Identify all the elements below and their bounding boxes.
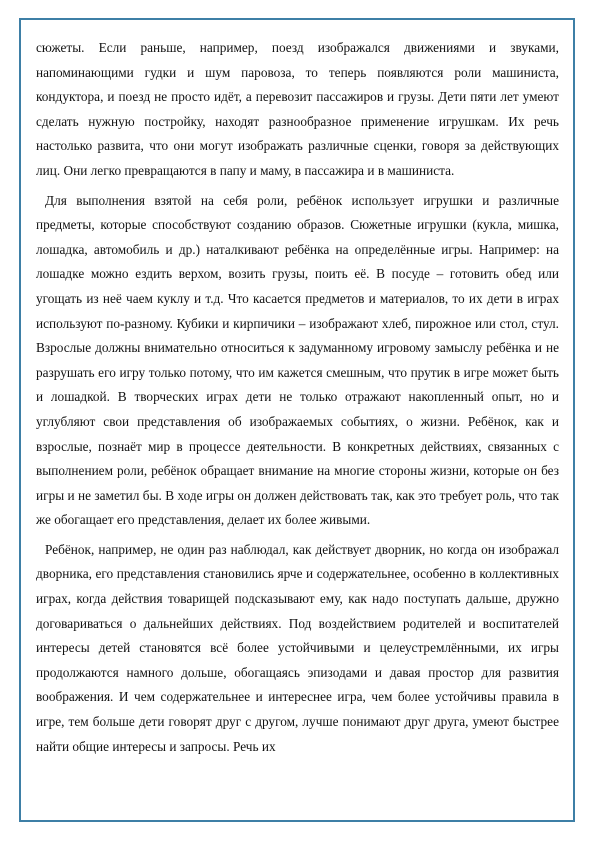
paragraph-1: сюжеты. Если раньше, например, поезд изображался движениями и звуками, напоминающими гудки и шум паровоза, то теперь появляются роли машиниста, кондуктора, и поезд не просто идёт, а перевозит пассажиров и грузы. Дети пяти лет умеют сделать нужную постройку, находят разнообразное применение игрушкам. Их речь настолько развита, что они могут изображать различные сценки, говоря за действующих лиц. Они легко превращаются в папу и маму, в пассажира и в машиниста.: [36, 40, 559, 178]
paragraph-3: Ребёнок, например, не один раз наблюдал, как действует дворник, но когда он изображал дворника, его представления становились ярче и содержательнее, особенно в коллективных играх, когда действия товарищей подсказывают ему, как надо поступать дальше, дружно договариваться о дальнейших действиях. Под воздействием родителей и воспитателей интересы детей становятся всё более устойчивыми и целеустремлёнными, их игры продолжаются намного дольше, обогащаясь эпизодами и давая простор для развития воображения. И чем содержательнее и интереснее игра, чем более устойчивы правила в игре, тем больше дети говорят друг с другом, лучше понимают друг друга, умеют быстрее найти общие интересы и запросы. Речь их: [36, 541, 559, 754]
document-body: [36, 36, 559, 764]
paragraph-2: Для выполнения взятой на себя роли, ребёнок использует игрушки и различные предметы, которые способствуют созданию образов. Сюжетные игрушки (кукла, мишка, лошадка, автомобиль и др.) наталкивают ребёнка на определённые игры. Например: на лошадке можно ездить верхом, возить грузы, поить её. В посуде – готовить обед или угощать из неё чаем куклу и т.д. Что касается предметов и материалов, то их дети в играх используют по-разному. Кубики и кирпичики – изображают хлеб, пирожное или стол, стул. Взрослые должны внимательно относиться к задуманному игровому замыслу ребёнка и не разрушать его игру только потому, что им кажется смешным, что прутик в игре может быть и лошадкой. В творческих играх дети не только отражают накопленный опыт, но и углубляют свои представления об изображаемых событиях, о жизни. Ребёнок, как и взрослые, познаёт мир в процессе деятельности. В конкретных действиях, связанных с выполнением роли, ребёнок обращает внимание на многие стороны жизни, которые он без игры и не заметил бы. В ходе игры он должен действовать так, как это требует роль, что так же обогащает его представления, делает их более живыми.: [36, 192, 559, 528]
